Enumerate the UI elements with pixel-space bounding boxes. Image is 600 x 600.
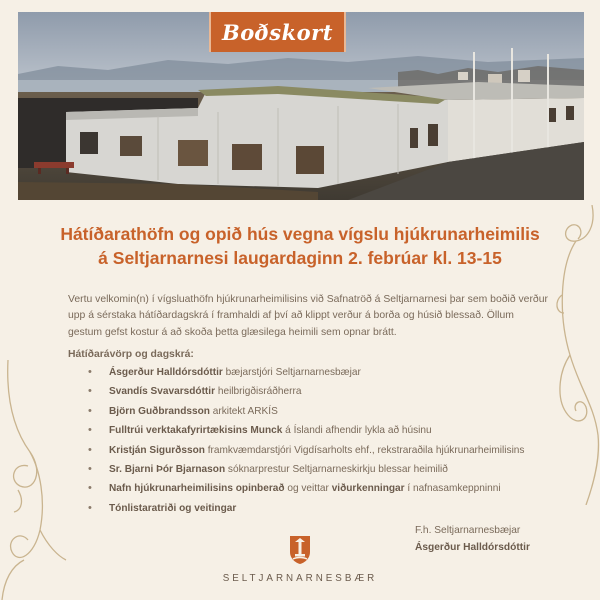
program-item-name: Tónlistaratriði og veitingar [109, 502, 237, 514]
event-headline [40, 222, 560, 270]
program-item [88, 363, 578, 382]
program-item-role: og veittar [284, 483, 332, 495]
headline-line-2: á Seltjarnarnesi laugardaginn 2. febrúar kl. 13-15 [98, 248, 502, 268]
program-item-role: í nafnasamkeppninni [404, 483, 501, 495]
signature-line: F.h. Seltjarnarnesbæjar [415, 525, 521, 536]
program-item-role: heilbrigðisráðherra [215, 386, 302, 398]
program-title: Hátíðarávörp og dagskrá: [68, 349, 194, 360]
program-item [88, 441, 578, 460]
program-item-name: Ásgerður Halldórsdóttir [109, 367, 223, 378]
program-item-name: Fulltrúi verktakafyrirtækisins Munck [109, 425, 283, 437]
program-item-role: framkvæmdarstjóri Vigdísarholts ehf., rekstraraðila hjúkrunarheimilisins [204, 444, 525, 456]
program-item-name: Sr. Bjarni Þór Bjarnason [109, 464, 226, 476]
program-item [88, 421, 578, 440]
program-item [88, 499, 578, 518]
program-item-role: sóknarprestur Seltjarnarneskirkju blessar heimilið [225, 464, 448, 476]
headline-line-1: Hátíðarathöfn og opið hús vegna vígslu hjúkrunarheimilis [60, 224, 540, 244]
intro-paragraph: Vertu velkomin(n) í vígsluathöfn hjúkrunarheimilisins við Safnatröð á Seltjarnarnesi þar sem boðið verður upp á sérstaka hátíðardagskrá í framhaldi af því að klippt verður á borða og húsið blessað. Öllum gestum gefst kostur á að skoða þetta glæsilega heimili sem opnar brátt. [68, 294, 548, 338]
program-item [88, 382, 578, 401]
program-item-name: Nafn hjúkrunarheimilisins opinberað [109, 483, 285, 495]
invitation-badge [209, 12, 346, 52]
program-item [88, 402, 578, 421]
program-item-role: á Íslandi afhendir lykla að húsinu [282, 425, 432, 437]
program-item-name: Björn Guðbrandsson [109, 405, 210, 417]
program-item-role: arkitekt ARKÍS [209, 405, 278, 417]
seltjarnarnes-crest-icon [289, 535, 311, 565]
badge-title: Boðskort [222, 19, 333, 45]
left-ornament-icon [0, 360, 70, 600]
program-list [88, 363, 578, 518]
program-item-role: bæjarstjóri Seltjarnarnesbæjar [222, 367, 361, 378]
brand-wordmark: SELTJARNARNESBÆR [222, 573, 378, 584]
program-item [88, 460, 578, 479]
program-item-name: Kristján Sigurðsson [109, 444, 205, 456]
program-item-highlight: viðurkenningar [331, 483, 405, 495]
signature-name: Ásgerður Halldórsdóttir [415, 542, 530, 553]
program-item-name: Svandís Svavarsdóttir [109, 386, 216, 398]
program-item [88, 479, 578, 498]
